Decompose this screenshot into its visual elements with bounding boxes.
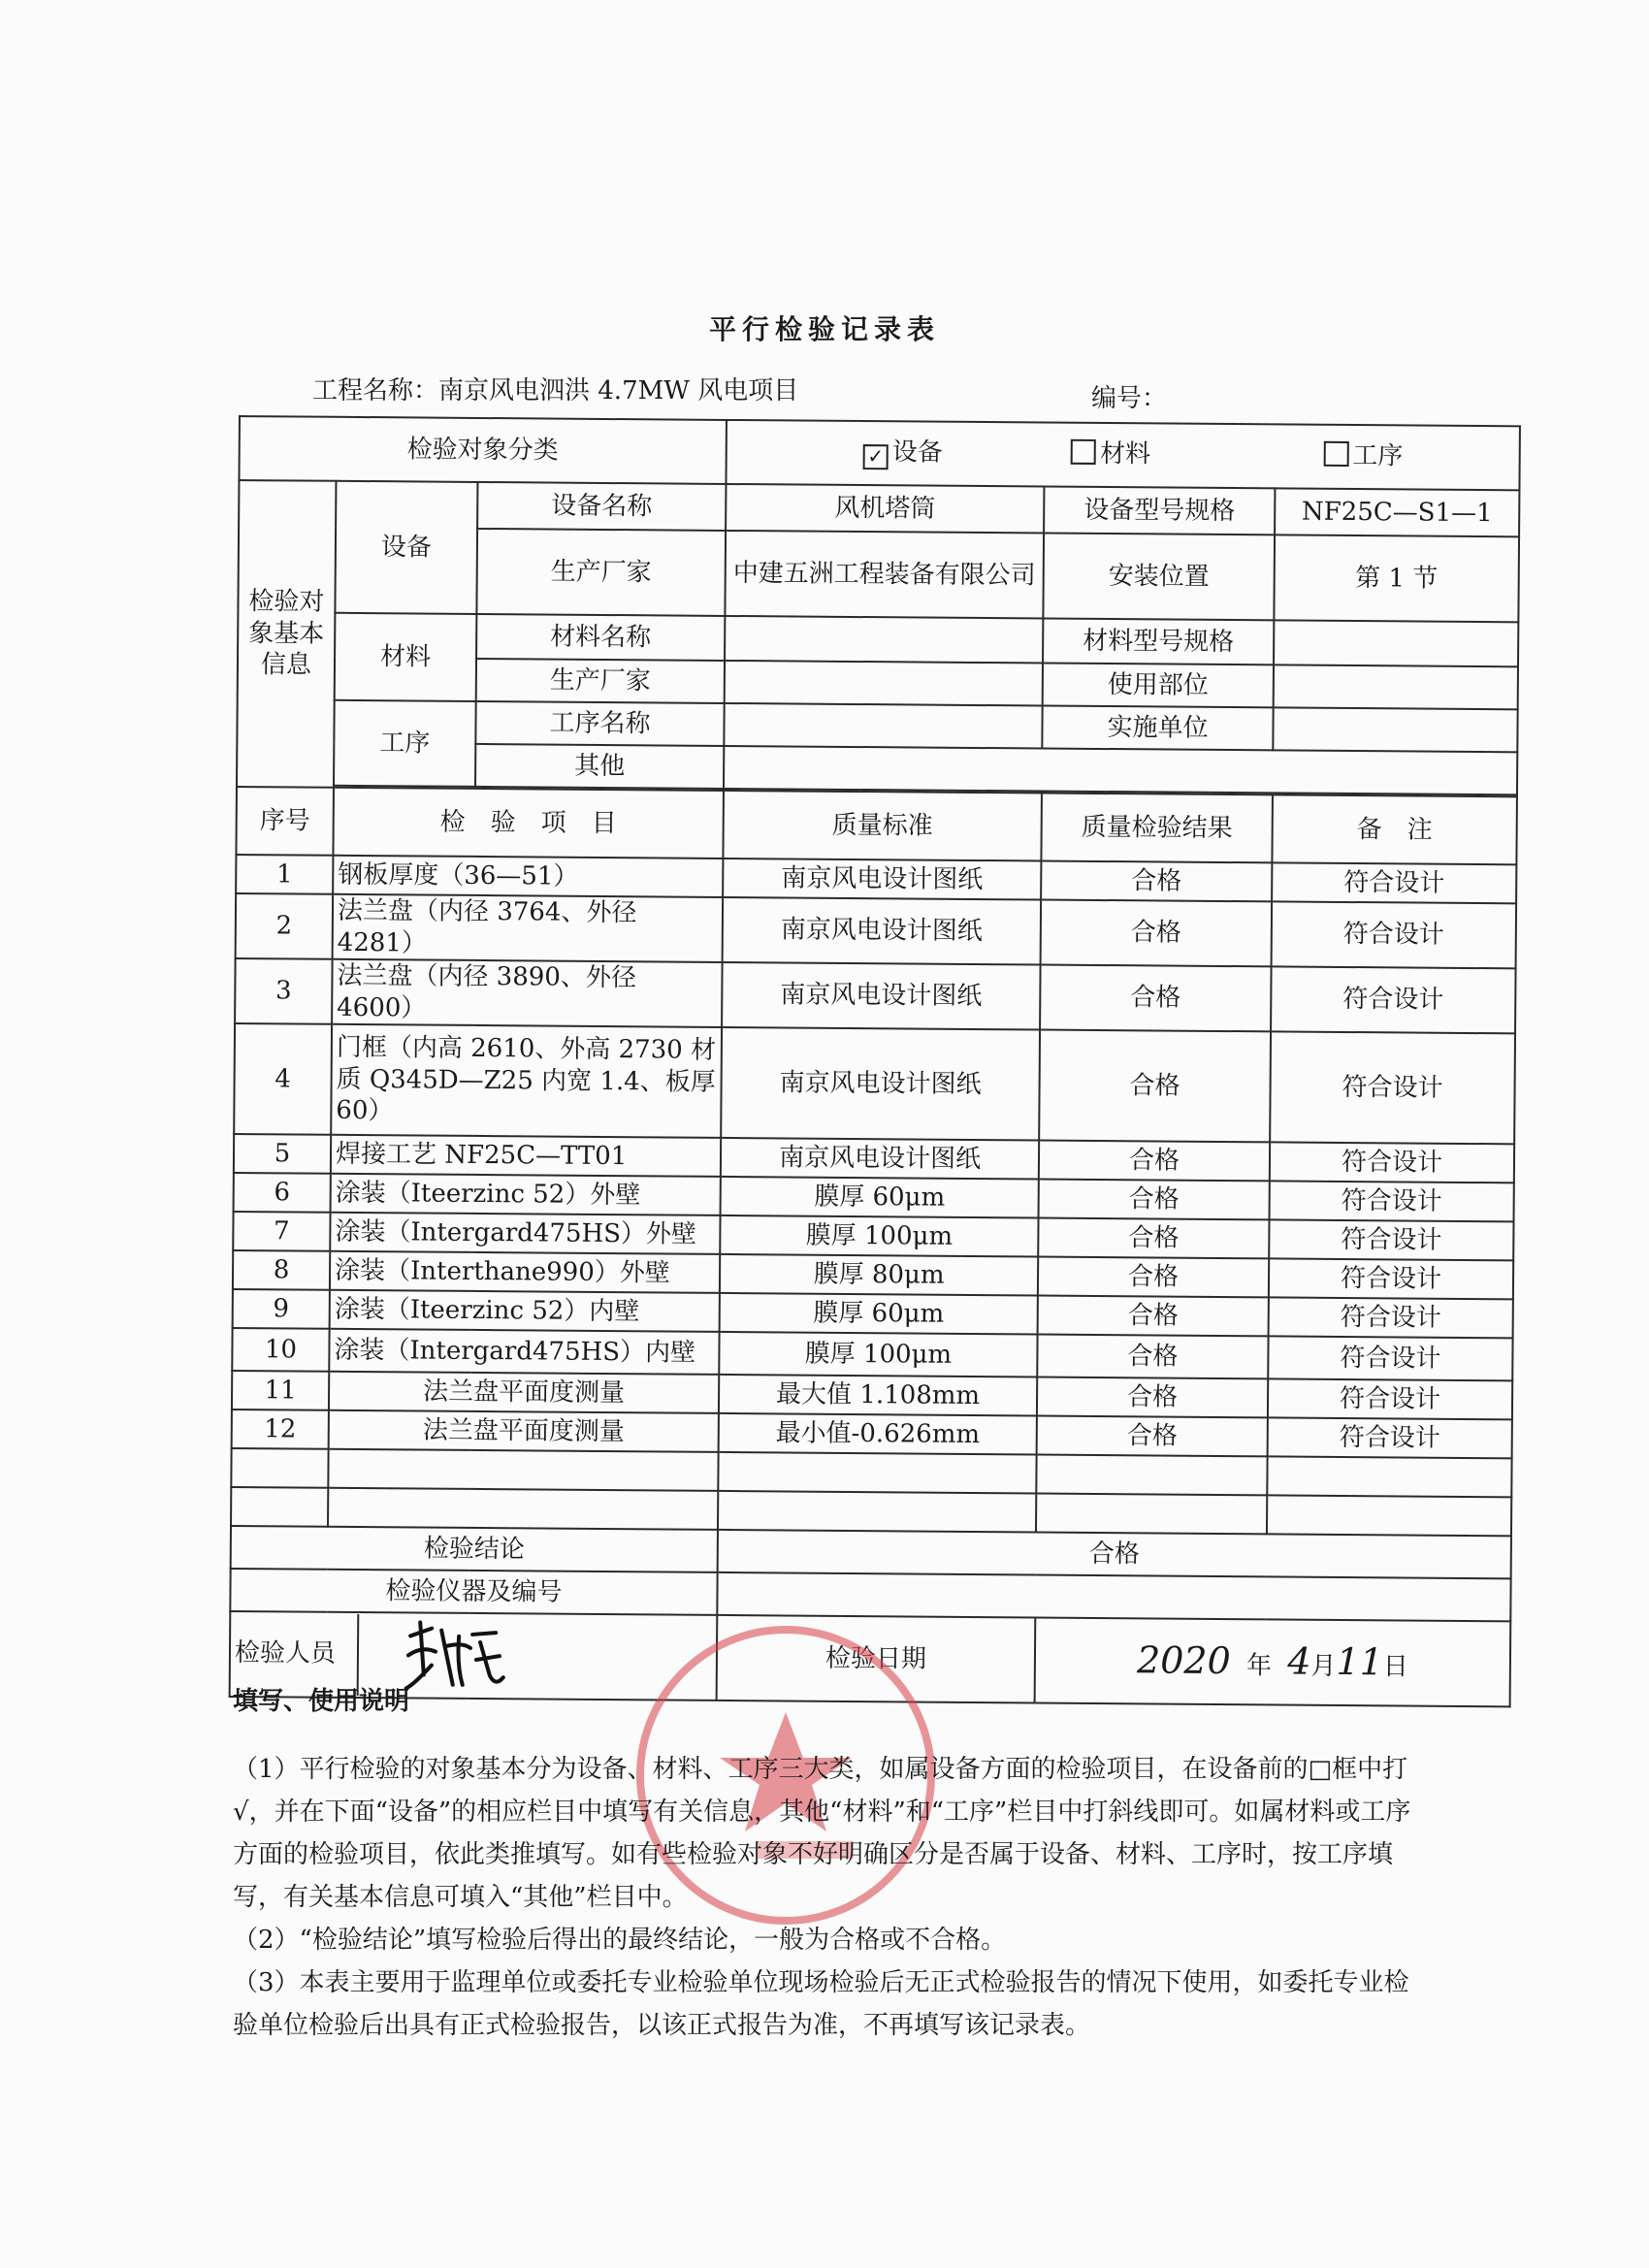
item-result: 合格 [1037,1415,1268,1456]
item-no: 6 [234,1173,331,1213]
material-use-value [1274,664,1518,709]
item-no: 11 [232,1371,329,1410]
equipment-location-label: 安装位置 [1043,534,1275,621]
instruction-2: （2）“检验结论”填写检验后得出的最终结论，一般为合格或不合格。 [233,1926,1007,1955]
material-model-value [1274,620,1518,666]
item-name: 法兰盘（内径 3764、外径 4281） [333,894,724,962]
instructions [233,1680,1416,2047]
date-label: 检验日期 [717,1615,1036,1703]
item-remark: 符合设计 [1269,1258,1513,1299]
item-result: 合格 [1039,1030,1271,1143]
item-remark: 符合设计 [1272,901,1517,968]
item-result: 合格 [1039,1180,1270,1220]
item-result: 合格 [1041,900,1273,967]
process-unit-label: 实施单位 [1042,706,1273,751]
item-remark: 符合设计 [1272,862,1516,903]
equipment-model-label: 设备型号规格 [1044,487,1275,535]
project-name: 工程名称：南京风电泗洪 4.7MW 风电项目 [312,376,799,405]
item-no: 7 [233,1212,330,1251]
process-unit-value [1273,707,1517,752]
basic-info-label: 检验对象基本信息 [237,480,336,788]
item-name: 钢板厚度（36—51） [333,856,723,897]
item-standard: 膜厚 80μm [720,1254,1038,1296]
item-standard: 最大值 1.108mm [719,1375,1037,1416]
equipment-model-value: NF25C—S1—1 [1275,488,1519,536]
equipment-location-value: 第 1 节 [1274,535,1519,622]
header-result: 质量检验结果 [1041,794,1273,863]
item-result: 合格 [1041,861,1272,902]
inspector-label: 检验人员 [234,1638,337,1669]
header-standard: 质量标准 [723,791,1042,861]
item-name: 涂装（Iteerzinc 52）外壁 [331,1174,721,1215]
item-remark: 符合设计 [1270,1142,1514,1183]
item-name: 法兰盘（内径 3890、外径 4600） [332,959,723,1027]
item-remark: 符合设计 [1270,1181,1514,1221]
item-remark: 符合设计 [1269,1219,1513,1260]
item-standard: 最小值-0.626mm [719,1413,1037,1455]
item-name: 涂装（Interthane990）外壁 [330,1251,720,1293]
material-maker-label: 生产厂家 [476,659,725,703]
item-remark: 符合设计 [1271,966,1516,1033]
item-result: 合格 [1038,1218,1269,1259]
instrument-label: 检验仪器及编号 [230,1569,717,1615]
item-standard: 南京风电设计图纸 [721,1138,1039,1180]
item-standard: 南京风电设计图纸 [721,1027,1040,1141]
item-no: 5 [234,1134,331,1174]
item-result: 合格 [1038,1295,1269,1336]
equipment-name-label: 设备名称 [477,482,726,531]
instruction-3: （3）本表主要用于监理单位或委托专业检验单位现场检验后无正式检验报告的情况下使用，如委托专业检验单位检验后出具有正式检验报告，以该正式报告为准，不再填写该记录表。 [233,1968,1409,2040]
item-no: 2 [236,893,334,959]
item-result: 合格 [1040,965,1272,1032]
item-no: 9 [233,1289,330,1329]
item-result: 合格 [1039,1141,1270,1182]
process-name-value [724,703,1042,749]
item-standard: 膜厚 60μm [720,1293,1038,1335]
item-standard: 南京风电设计图纸 [723,897,1042,965]
category-process[interactable]: 工序 [1323,441,1403,471]
header-item: 检 验 项 目 [333,788,724,859]
category-options [726,420,1520,490]
conclusion-label: 检验结论 [231,1526,718,1572]
item-standard: 膜厚 100μm [720,1215,1038,1257]
item-name: 法兰盘平面度测量 [329,1410,719,1452]
item-name: 门框（内高 2610、外高 2730 材质 Q345D—Z25 内宽 1.4、板厚 60） [331,1024,722,1138]
item-no: 3 [235,958,333,1024]
item-remark: 符合设计 [1269,1297,1513,1338]
equipment-maker-value: 中建五洲工程装备有限公司 [725,531,1044,619]
item-standard: 膜厚 60μm [721,1177,1039,1218]
checkbox-empty-icon[interactable] [1323,441,1348,467]
material-use-label: 使用部位 [1043,664,1274,708]
material-group: 材料 [335,613,477,701]
record-number: 编号： [1091,384,1168,413]
item-result: 合格 [1037,1377,1268,1417]
header-remark: 备 注 [1272,794,1517,864]
conclusion-value: 合格 [718,1530,1511,1578]
page-title: 平行检验记录表 [708,313,940,345]
table-row [234,1023,1515,1144]
item-standard: 南京风电设计图纸 [723,859,1041,900]
checkbox-checked-icon[interactable]: ✓ [863,444,889,470]
item-remark: 符合设计 [1270,1031,1515,1144]
category-material[interactable]: 材料 [1071,439,1150,470]
item-result: 合格 [1037,1334,1268,1378]
item-remark: 符合设计 [1268,1417,1512,1458]
date-value: 2020 年 4月11日 [1035,1617,1511,1706]
item-no: 12 [232,1409,329,1449]
process-group: 工序 [334,700,476,787]
table-row [236,893,1517,968]
equipment-name-value: 风机塔筒 [726,484,1044,534]
equipment-group: 设备 [335,481,477,614]
item-no: 1 [236,855,333,894]
material-name-label: 材料名称 [476,614,725,661]
item-remark: 符合设计 [1268,1378,1512,1419]
item-no: 4 [234,1023,332,1135]
item-name: 涂装（Intergard475HS）外壁 [330,1213,720,1254]
item-standard: 膜厚 100μm [719,1332,1037,1377]
item-name: 涂装（Iteerzinc 52）内壁 [330,1290,720,1332]
item-result: 合格 [1038,1257,1269,1298]
category-label: 检验对象分类 [239,416,727,484]
process-other-label: 其他 [475,744,724,789]
item-no: 8 [233,1250,330,1290]
instruction-1: （1）平行检验的对象基本分为设备、材料、工序三大类，如属设备方面的检验项目，在设备前的□框中打√，并在下面“设备”的相应栏目中填写有关信息，其他“材料”和“工序”栏目中打斜线即可。如属材料或工序方面的检验项目，依此类推填写。如有些检验对象不好明确区分是否属于设备、材料、工序时，按工序填写，有关基本信息可填入“其他”栏目中。 [233,1755,1411,1912]
instructions-title: 填写、使用说明 [233,1687,410,1716]
equipment-maker-label: 生产厂家 [476,529,726,616]
inspection-form-table [229,415,1521,1707]
category-equipment[interactable]: ✓ 设备 [863,437,943,468]
table-row [235,958,1516,1033]
item-name: 涂装（Intergard475HS）内壁 [329,1329,719,1375]
process-name-label: 工序名称 [475,701,724,746]
item-standard: 南京风电设计图纸 [722,962,1041,1030]
item-no: 10 [232,1328,329,1372]
checkbox-empty-icon[interactable] [1071,439,1096,465]
item-name: 焊接工艺 NF25C—TT01 [331,1135,721,1177]
header-no: 序号 [236,787,334,856]
item-remark: 符合设计 [1268,1336,1512,1380]
material-model-label: 材料型号规格 [1043,619,1274,665]
material-maker-value [725,661,1043,706]
item-name: 法兰盘平面度测量 [329,1372,719,1413]
material-name-value [725,616,1043,664]
process-other-value [724,746,1517,794]
